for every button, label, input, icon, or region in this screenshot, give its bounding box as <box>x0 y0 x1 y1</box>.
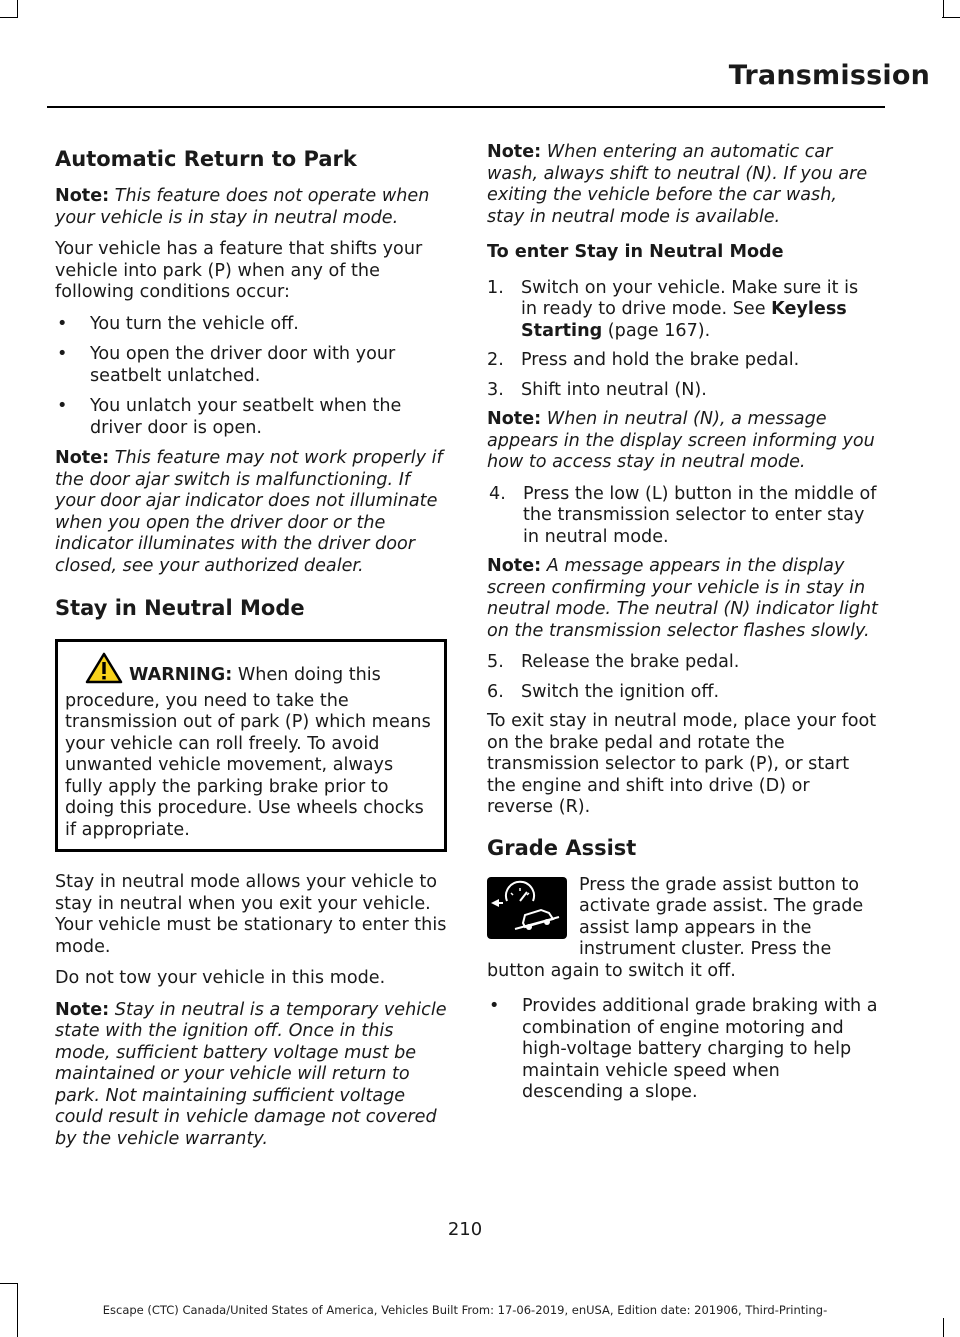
step-number: 2. <box>487 350 504 370</box>
note-label: Note: <box>487 409 542 429</box>
note-text: When entering an automatic car wash, always shift to neutral (N). If you are exiting the vehicle before the car wash, stay in neutral mode is available. <box>487 142 868 227</box>
list-item <box>487 682 879 704</box>
paragraph: Stay in neutral mode allows your vehicle to stay in neutral when you exit your vehicle. Your vehicle must be stationary to enter this mode. <box>55 872 447 957</box>
list-item <box>487 350 879 372</box>
note-text: When in neutral (N), a message appears in the display screen informing you how to access stay in neutral mode. <box>487 409 875 472</box>
warning-triangle-icon <box>85 652 123 691</box>
paragraph: To exit stay in neutral mode, place your foot on the brake pedal and rotate the transmission selector to park (P), or start the engine and shift into drive (D) or reverse (R). <box>487 711 877 817</box>
heading-stay-in-neutral-mode: Stay in Neutral Mode <box>55 596 305 620</box>
grade-assist-block <box>487 875 879 983</box>
edition-footer: Escape (CTC) Canada/United States of America, Vehicles Built From: 17-06-2019, enUSA, Edition date: 201906, Third-Printing- <box>102 1303 828 1317</box>
header-divider <box>47 106 885 108</box>
note <box>55 448 447 577</box>
note-text: This feature may not work properly if the door ajar switch is malfunctioning. If your door ajar indicator does not illuminate when you open the driver door or the indicator illuminates with the driver door closed, see your authorized dealer. <box>55 448 443 576</box>
paragraph: Your vehicle has a feature that shifts your vehicle into park (P) when any of the following conditions occur: <box>55 239 423 302</box>
right-column <box>487 142 879 1113</box>
note-label: Note: <box>55 186 110 206</box>
step-text: Press and hold the brake pedal. <box>521 350 800 370</box>
note-text: This feature does not operate when your vehicle is in stay in neutral mode. <box>55 186 430 228</box>
grade-assist-icon <box>487 877 567 939</box>
cross-reference-link[interactable]: Keyless Starting <box>521 299 847 341</box>
note <box>487 556 879 642</box>
heading-automatic-return-to-park: Automatic Return to Park <box>55 147 357 171</box>
left-column <box>55 142 447 1160</box>
list-item <box>55 396 447 439</box>
warning-text: When doing this procedure, you need to take the transmission out of park (P) which means your vehicle can roll freely. To avoid unwanted vehicle movement, always fully apply the parking brake prior to doing this procedure. Use wheels chocks if appropriate. <box>65 665 431 840</box>
step-number: 6. <box>487 681 504 702</box>
note-text: A message appears in the display screen confirming your vehicle is in stay in neutral mode. The neutral (N) indicator light on the transmission selector flashes slowly. <box>487 556 878 641</box>
note <box>55 1000 447 1151</box>
note-label: Note: <box>487 142 542 162</box>
list-item <box>487 380 879 402</box>
note-text: Stay in neutral is a temporary vehicle state with the ignition off. Once in this mode, sufficient battery voltage must be maintained or your vehicle will return to park. Not maintaining sufficient voltage could result in vehicle damage not covered by the vehicle warranty. <box>55 999 447 1149</box>
step-text: Shift into neutral (N). <box>521 379 707 400</box>
heading-grade-assist: Grade Assist <box>487 835 637 860</box>
step-number: 1. <box>487 277 504 298</box>
note-label: Note: <box>55 448 110 468</box>
warning-box <box>55 639 447 852</box>
step-text: (page 167). <box>602 320 711 341</box>
step-number: 4. <box>489 483 506 504</box>
list-item-text: You unlatch your seatbelt when the driver door is open. <box>90 396 402 438</box>
list-item <box>55 344 447 387</box>
step-text: Switch on your vehicle. Make sure it is in ready to drive mode. See <box>521 277 859 319</box>
note-label: Note: <box>55 999 110 1020</box>
bullet-marker: • <box>57 344 68 364</box>
crop-mark <box>943 0 944 18</box>
crop-mark <box>0 17 18 18</box>
paragraph: Press the grade assist button to activate grade assist. The grade assist lamp appears in the instrument cluster. Press the button again to switch it off. <box>487 874 864 981</box>
crop-mark <box>0 1283 18 1284</box>
page-number: 210 <box>447 1219 483 1240</box>
page-title: Transmission <box>728 60 930 91</box>
step-number: 3. <box>487 379 504 400</box>
list-item-text: You open the driver door with your seatbelt unlatched. <box>90 344 396 386</box>
note-label: Note: <box>487 556 542 576</box>
bullet-marker: • <box>489 996 500 1016</box>
step-text: Release the brake pedal. <box>521 652 740 672</box>
crop-mark <box>17 0 18 18</box>
list-item <box>487 484 879 549</box>
bullet-marker: • <box>57 396 68 416</box>
list-item <box>487 278 879 343</box>
paragraph: Do not tow your vehicle in this mode. <box>55 968 386 988</box>
step-text: Press the low (L) button in the middle of the transmission selector to enter stay in neutral mode. <box>523 483 877 547</box>
step-number: 5. <box>487 652 504 672</box>
crop-mark <box>942 17 960 18</box>
list-item-text: You turn the vehicle off. <box>90 313 299 334</box>
crop-mark <box>943 1318 944 1337</box>
note <box>487 409 879 474</box>
list-item <box>487 996 879 1104</box>
note <box>55 186 447 229</box>
step-text: Switch the ignition off. <box>521 681 720 702</box>
subheading-enter-stay-in-neutral: To enter Stay in Neutral Mode <box>487 242 784 262</box>
list-item <box>487 652 879 674</box>
list-item-text: Provides additional grade braking with a combination of engine motoring and high-voltage battery charging to help maintain vehicle speed when descending a slope. <box>522 996 878 1102</box>
bullet-marker: • <box>57 313 68 334</box>
note <box>487 142 879 228</box>
list-item <box>55 314 447 336</box>
warning-label: WARNING: <box>129 665 233 685</box>
